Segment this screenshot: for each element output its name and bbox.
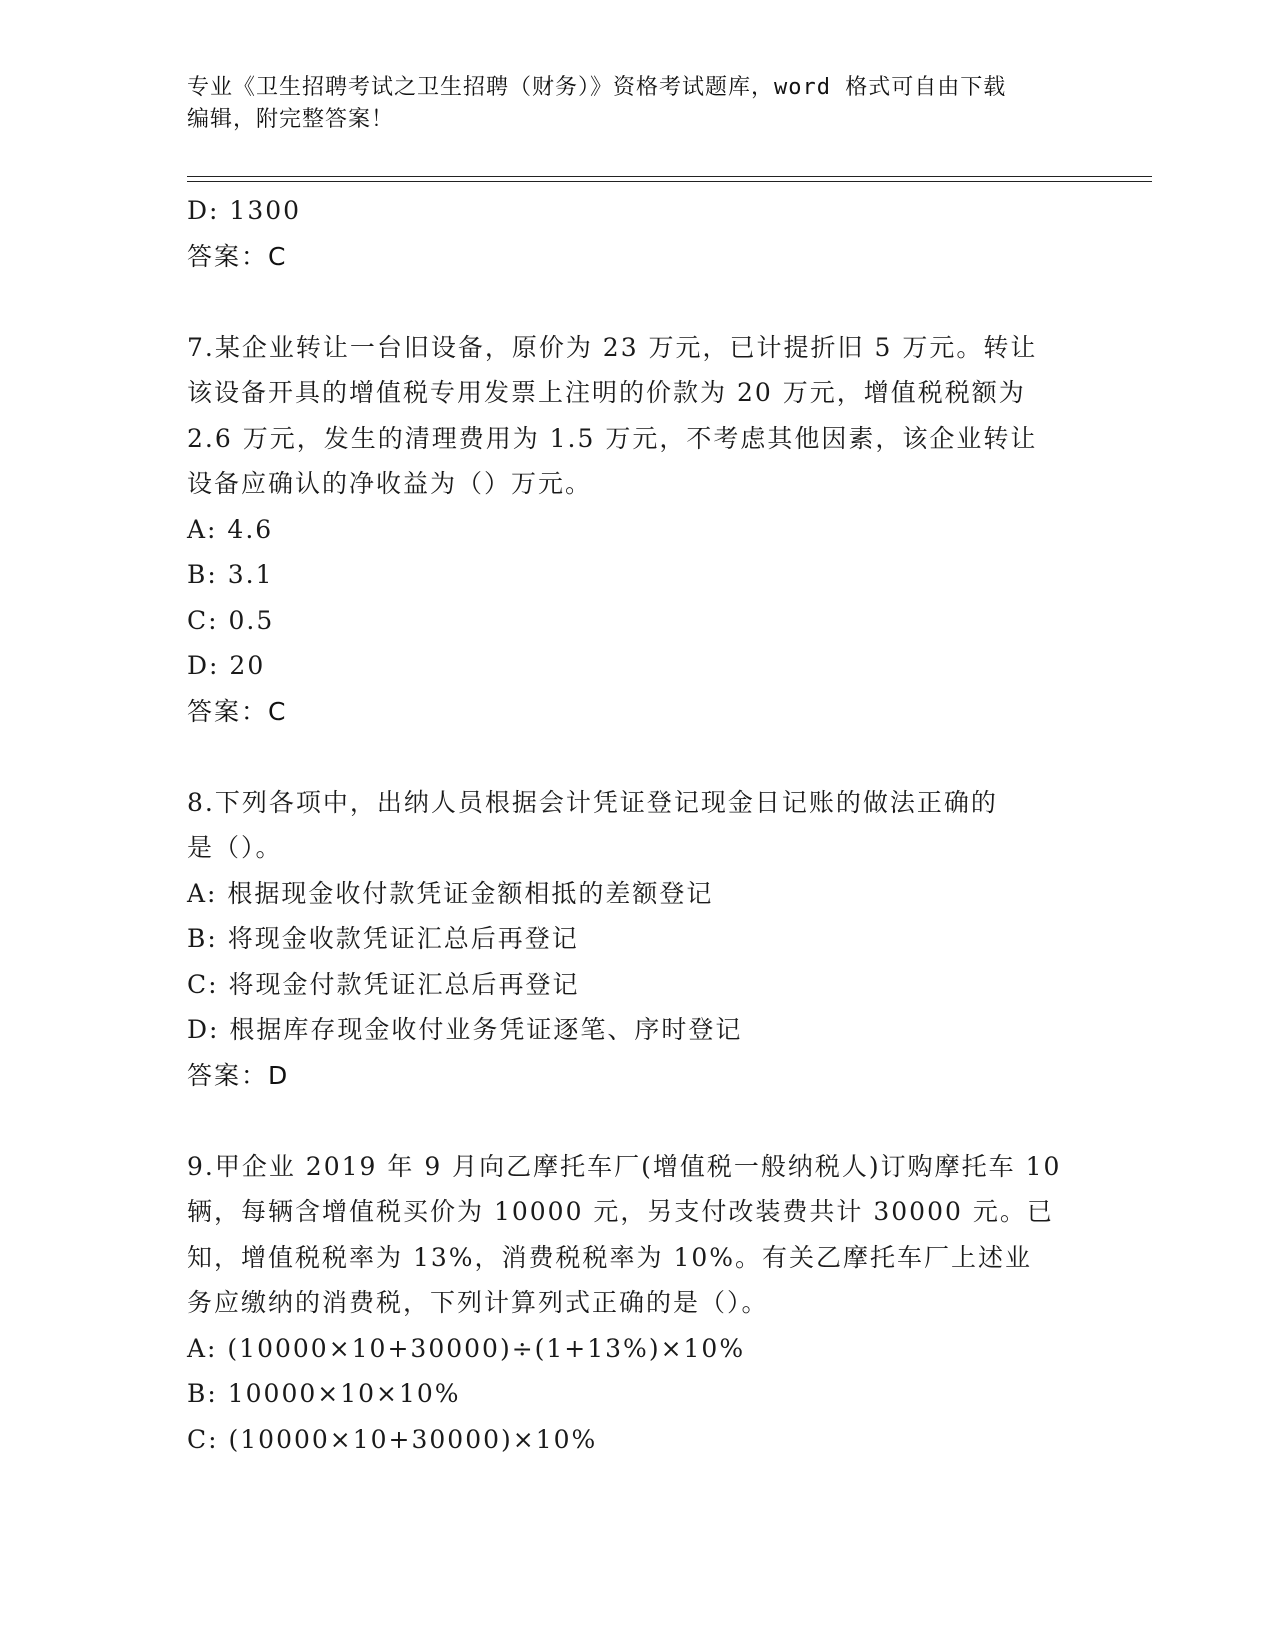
header-line-1: 专业《卫生招聘考试之卫生招聘（财务）》资格考试题库，word 格式可自由下载 bbox=[187, 75, 1007, 100]
q8-stem-line-1: 8.下列各项中，出纳人员根据会计凭证登记现金日记账的做法正确的 bbox=[187, 787, 998, 817]
q8-option-a: A: 根据现金收付款凭证金额相抵的差额登记 bbox=[187, 878, 714, 908]
q9-stem-line-3: 知，增值税税率为 13%，消费税税率为 10%。有关乙摩托车厂上述业 bbox=[187, 1242, 1033, 1272]
q8-option-b: B: 将现金收款凭证汇总后再登记 bbox=[187, 924, 579, 953]
q9-stem-line-4: 务应缴纳的消费税，下列计算列式正确的是（）。 bbox=[187, 1288, 769, 1317]
q9-stem-line-2: 辆，每辆含增值税买价为 10000 元，另支付改装费共计 30000 元。已 bbox=[187, 1197, 1054, 1226]
question-7 bbox=[187, 325, 1087, 735]
spacer bbox=[187, 279, 1087, 325]
q8-answer: 答案：D bbox=[187, 1060, 290, 1090]
q9-option-a: A: (10000×10+30000)÷(1+13%)×10% bbox=[187, 1333, 746, 1363]
question-body bbox=[187, 188, 1087, 1462]
header-divider-top bbox=[187, 176, 1152, 177]
q9-option-b: B: 10000×10×10% bbox=[187, 1379, 461, 1408]
q8-option-d: D: 根据库存现金收付业务凭证逐笔、序时登记 bbox=[187, 1015, 743, 1044]
q7-option-c: C: 0.5 bbox=[187, 605, 275, 635]
q7-answer: 答案：C bbox=[187, 696, 288, 726]
q7-option-b: B: 3.1 bbox=[187, 560, 274, 589]
header-divider-bottom bbox=[187, 181, 1152, 182]
question-8 bbox=[187, 780, 1087, 1099]
q7-stem-line-1: 7.某企业转让一台旧设备，原价为 23 万元，已计提折旧 5 万元。转让 bbox=[187, 332, 1038, 362]
spacer bbox=[187, 734, 1087, 780]
q7-stem-line-4: 设备应确认的净收益为（）万元。 bbox=[187, 469, 593, 498]
q7-stem-line-3: 2.6 万元，发生的清理费用为 1.5 万元，不考虑其他因素，该企业转让 bbox=[187, 423, 1038, 453]
q9-stem-line-1: 9.甲企业 2019 年 9 月向乙摩托车厂(增值税一般纳税人)订购摩托车 10 bbox=[187, 1151, 1062, 1181]
document-header bbox=[187, 72, 1087, 136]
spacer bbox=[187, 1098, 1087, 1144]
prev-answer: 答案：C bbox=[187, 241, 288, 271]
q7-stem-line-2: 该设备开具的增值税专用发票上注明的价款为 20 万元，增值税税额为 bbox=[187, 378, 1026, 407]
header-line-2: 编辑，附完整答案！ bbox=[187, 107, 395, 132]
q8-option-c: C: 将现金付款凭证汇总后再登记 bbox=[187, 969, 580, 999]
q7-option-a: A: 4.6 bbox=[187, 514, 274, 544]
q7-option-d: D: 20 bbox=[187, 651, 266, 680]
q8-stem-line-2: 是（）。 bbox=[187, 833, 283, 862]
q9-option-c: C: (10000×10+30000)×10% bbox=[187, 1424, 598, 1454]
question-9 bbox=[187, 1144, 1087, 1463]
prev-option-d: D: 1300 bbox=[187, 196, 302, 225]
